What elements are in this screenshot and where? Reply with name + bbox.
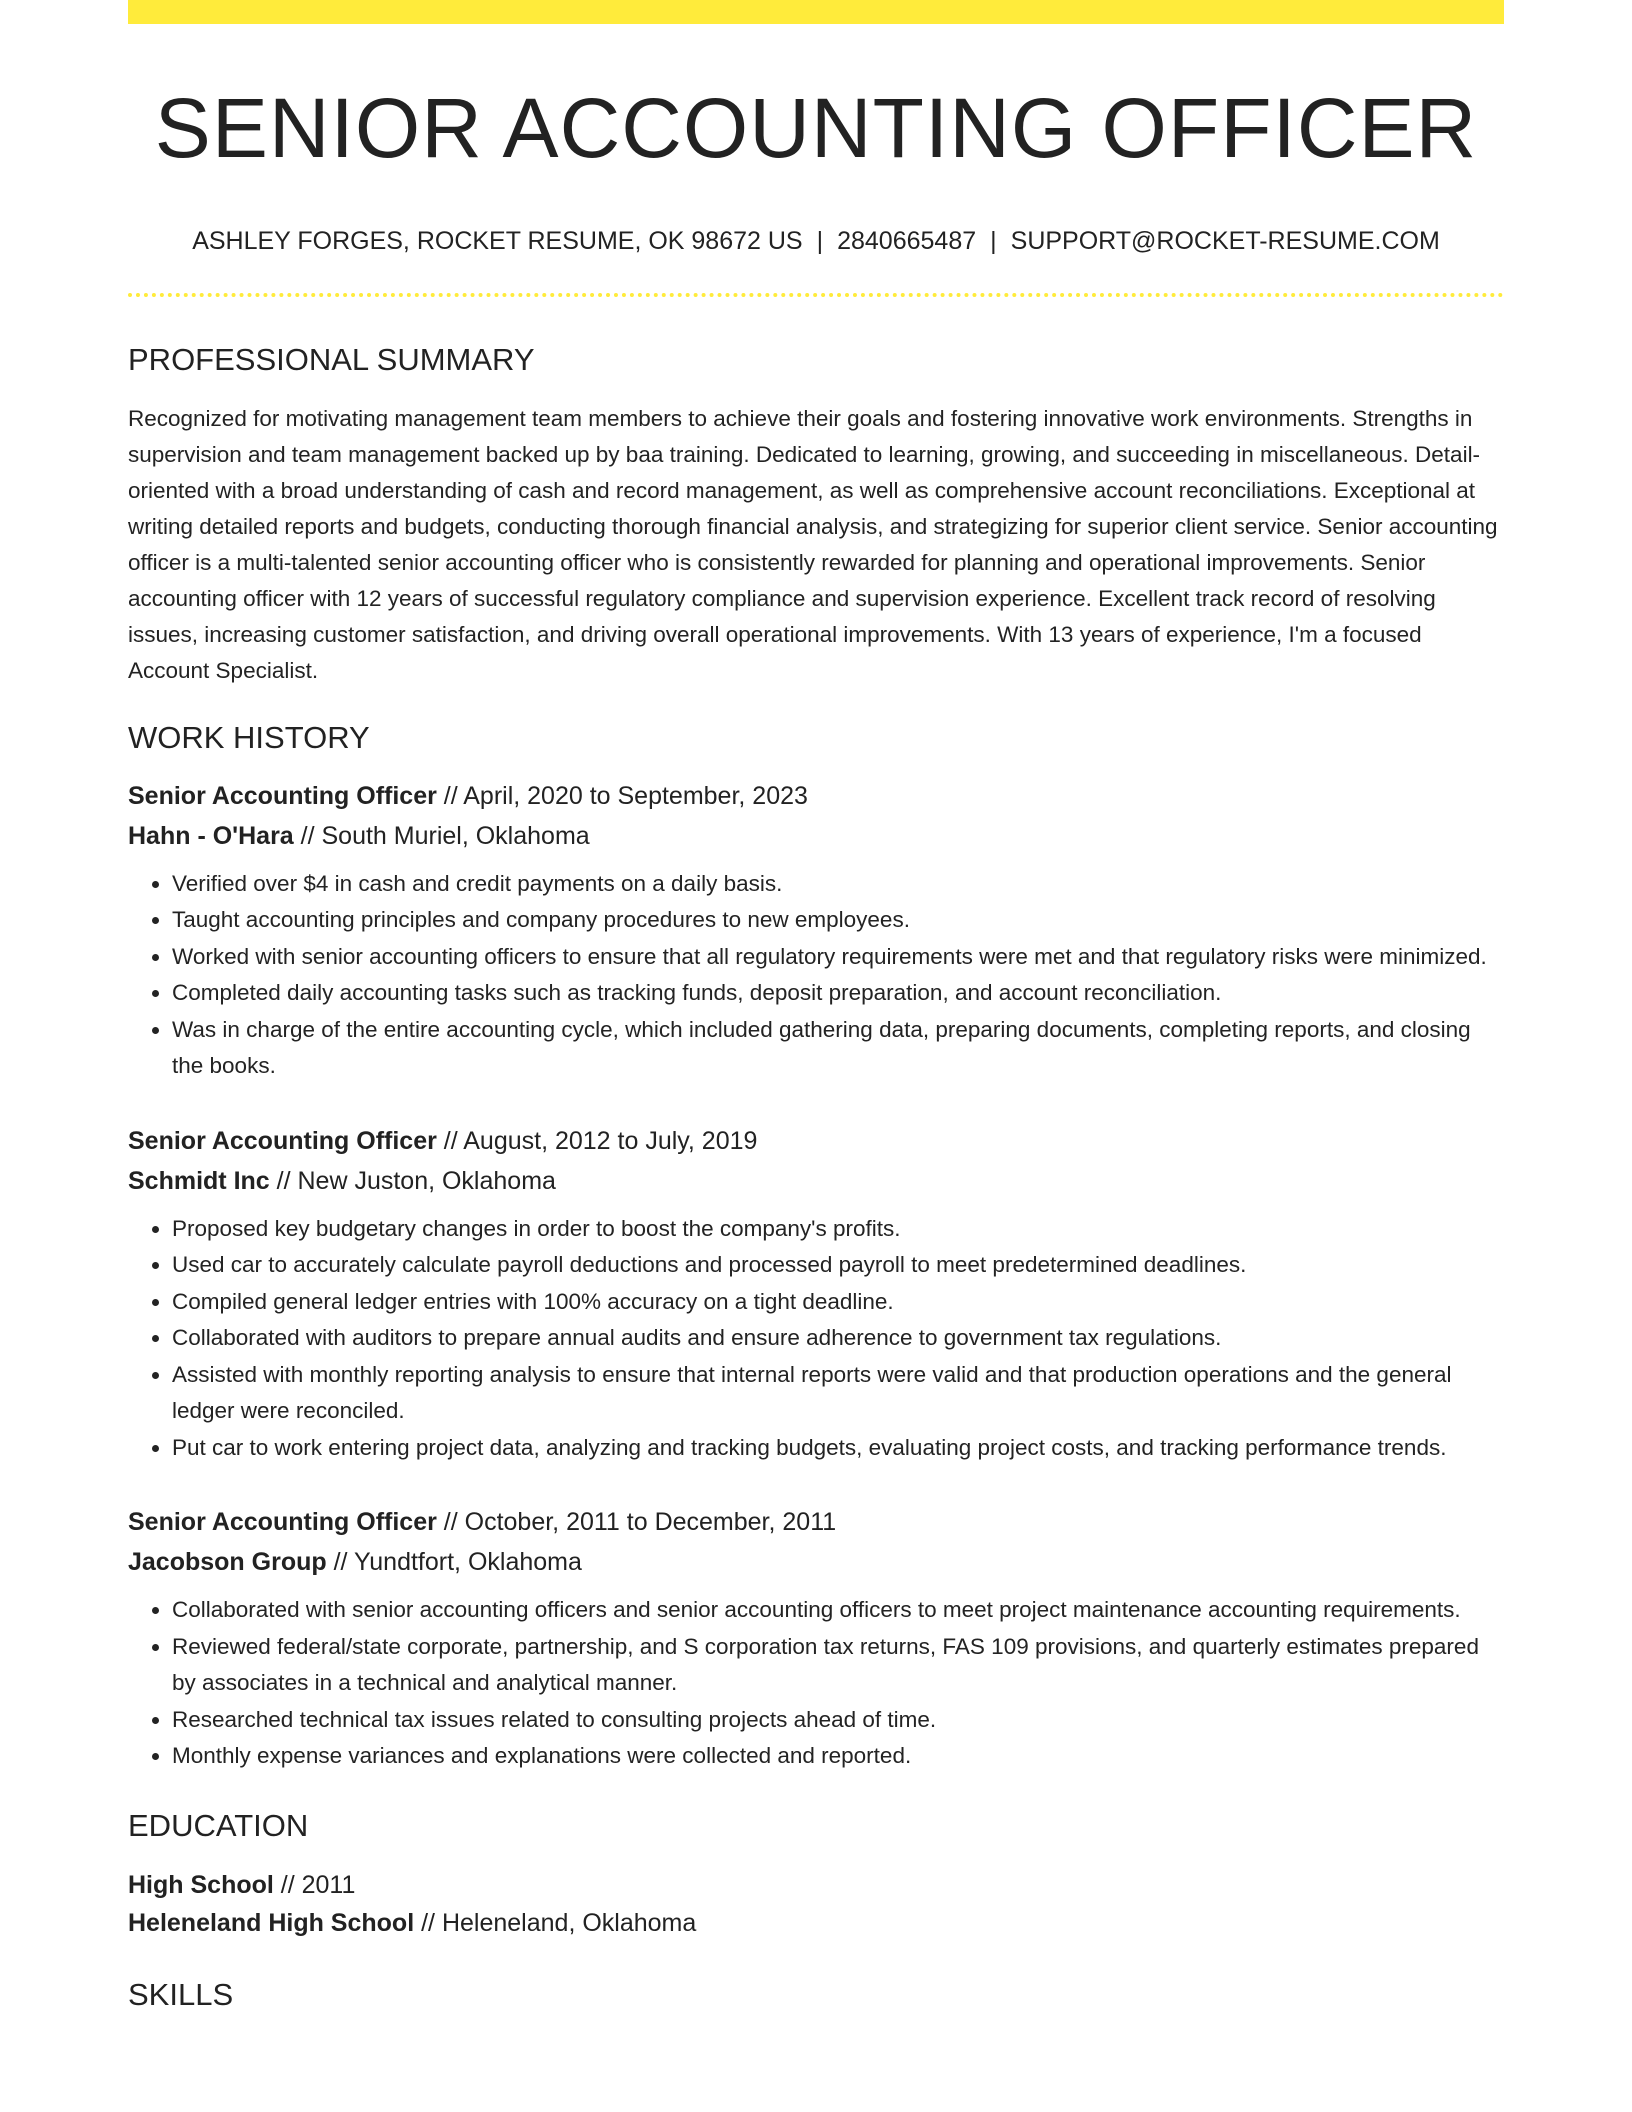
job-location: South Muriel, Oklahoma <box>321 821 590 850</box>
job-company-line <box>128 816 1504 856</box>
job-bullet: • Completed daily accounting tasks such as tracking funds, deposit preparation, and account reconciliation. <box>172 975 1504 1012</box>
job-title-line <box>128 1502 1504 1542</box>
job-bullet: • Put car to work entering project data, analyzing and tracking budgets, evaluating project costs, and tracking performance trends. <box>172 1430 1504 1467</box>
job-dates: April, 2020 to September, 2023 <box>463 781 808 810</box>
line-separator: // <box>414 1908 442 1937</box>
contact-email: SUPPORT@ROCKET-RESUME.COM <box>1010 227 1440 256</box>
contact-address: ASHLEY FORGES, ROCKET RESUME, OK 98672 US <box>192 227 803 256</box>
job-bullet: • Taught accounting principles and company procedures to new employees. <box>172 902 1504 939</box>
contact-phone: 2840665487 <box>837 227 977 256</box>
job-bullet: • Proposed key budgetary changes in order to boost the company's profits. <box>172 1211 1504 1248</box>
job-bullet-list <box>128 1592 1504 1775</box>
education-year: 2011 <box>301 1870 356 1899</box>
job-bullet: • Worked with senior accounting officers to ensure that all regulatory requirements were met and that regulatory risks were minimized. <box>172 939 1504 976</box>
education-degree-line <box>128 1866 1504 1904</box>
job-company-line <box>128 1161 1504 1201</box>
job-dates: October, 2011 to December, 2011 <box>464 1508 837 1537</box>
job-title: Senior Accounting Officer <box>128 1508 437 1537</box>
education-entry <box>128 1866 1504 1942</box>
job-title-line <box>128 776 1504 816</box>
line-separator: // <box>273 1870 302 1899</box>
job-location: Yundtfort, Oklahoma <box>353 1548 582 1577</box>
skills-heading: SKILLS <box>128 1976 234 2012</box>
job-dates: August, 2012 to July, 2019 <box>463 1126 758 1155</box>
job-company-line <box>128 1542 1504 1582</box>
job-title: Senior Accounting Officer <box>128 1126 437 1155</box>
job-bullet-list <box>128 866 1504 1085</box>
work-history-heading: WORK HISTORY <box>128 719 370 755</box>
job-company: Hahn - O'Hara <box>128 821 294 850</box>
job-bullet: • Verified over $4 in cash and credit payments on a daily basis. <box>172 866 1504 903</box>
education-heading: EDUCATION <box>128 1807 309 1843</box>
job-company: Jacobson Group <box>128 1548 327 1577</box>
job-bullet: • Compiled general ledger entries with 100% accuracy on a tight deadline. <box>172 1284 1504 1321</box>
resume-title: SENIOR ACCOUNTING OFFICER <box>154 81 1478 175</box>
accent-bar <box>128 0 1504 24</box>
job-bullet-list <box>128 1211 1504 1467</box>
line-separator: // <box>436 1508 465 1537</box>
job-bullet: • Researched technical tax issues related to consulting projects ahead of time. <box>172 1702 1504 1739</box>
line-separator: // <box>269 1166 298 1195</box>
resume-page <box>128 0 1504 2013</box>
contact-separator: | <box>816 227 824 256</box>
job-bullet: • Monthly expense variances and explanations were collected and reported. <box>172 1738 1504 1775</box>
job-bullet: • Collaborated with auditors to prepare annual audits and ensure adherence to government tax regulations. <box>172 1320 1504 1357</box>
summary-heading: PROFESSIONAL SUMMARY <box>128 342 535 378</box>
job-title-line <box>128 1121 1504 1161</box>
job-location: New Juston, Oklahoma <box>297 1166 556 1195</box>
education-school: Heleneland High School <box>128 1908 415 1937</box>
summary-text: Recognized for motivating management team members to achieve their goals and fostering innovative work environments. Strengths in supervision and team management backed up by baa training. Dedicated to learning, growing, and succeeding in miscellaneous. Detail-oriented with a broad understanding of cash and record management, as well as comprehensive account reconciliations. Exceptional at writing detailed reports and budgets, conducting thorough financial analysis, and strategizing for superior client service. Senior accounting officer is a multi-talented senior accounting officer who is consistently rewarded for planning and operational improvements. Senior accounting officer with 12 years of successful regulatory compliance and supervision experience. Excellent track record of resolving issues, increasing customer satisfaction, and driving overall operational improvements. With 13 years of experience, I'm a focused Account Specialist. <box>128 405 1498 683</box>
job-bullet: • Reviewed federal/state corporate, partnership, and S corporation tax returns, FAS 109 provisions, and quarterly estimates prepared by associates in a technical and analytical manner. <box>172 1629 1504 1702</box>
job-bullet: • Collaborated with senior accounting officers and senior accounting officers to meet project maintenance accounting requirements. <box>172 1592 1504 1629</box>
job-entry <box>128 776 1504 1085</box>
job-title: Senior Accounting Officer <box>128 781 437 810</box>
contact-line <box>128 226 1504 256</box>
job-entry <box>128 1121 1504 1467</box>
job-entry <box>128 1502 1504 1775</box>
job-bullet: • Was in charge of the entire accounting cycle, which included gathering data, preparing documents, completing reports, and closing the books. <box>172 1012 1504 1085</box>
line-separator: // <box>436 781 464 810</box>
line-separator: // <box>326 1548 354 1577</box>
education-degree: High School <box>128 1870 274 1899</box>
education-school-line <box>128 1904 1504 1942</box>
contact-separator: | <box>990 227 997 256</box>
job-company: Schmidt Inc <box>128 1166 270 1195</box>
line-separator: // <box>436 1126 464 1155</box>
dotted-divider <box>128 293 1504 297</box>
work-history-list <box>128 776 1504 1775</box>
job-bullet: • Used car to accurately calculate payroll deductions and processed payroll to meet predetermined deadlines. <box>172 1247 1504 1284</box>
job-bullet: • Assisted with monthly reporting analysis to ensure that internal reports were valid and that production operations and the general ledger were reconciled. <box>172 1357 1504 1430</box>
line-separator: // <box>293 821 322 850</box>
education-location: Heleneland, Oklahoma <box>441 1908 697 1937</box>
